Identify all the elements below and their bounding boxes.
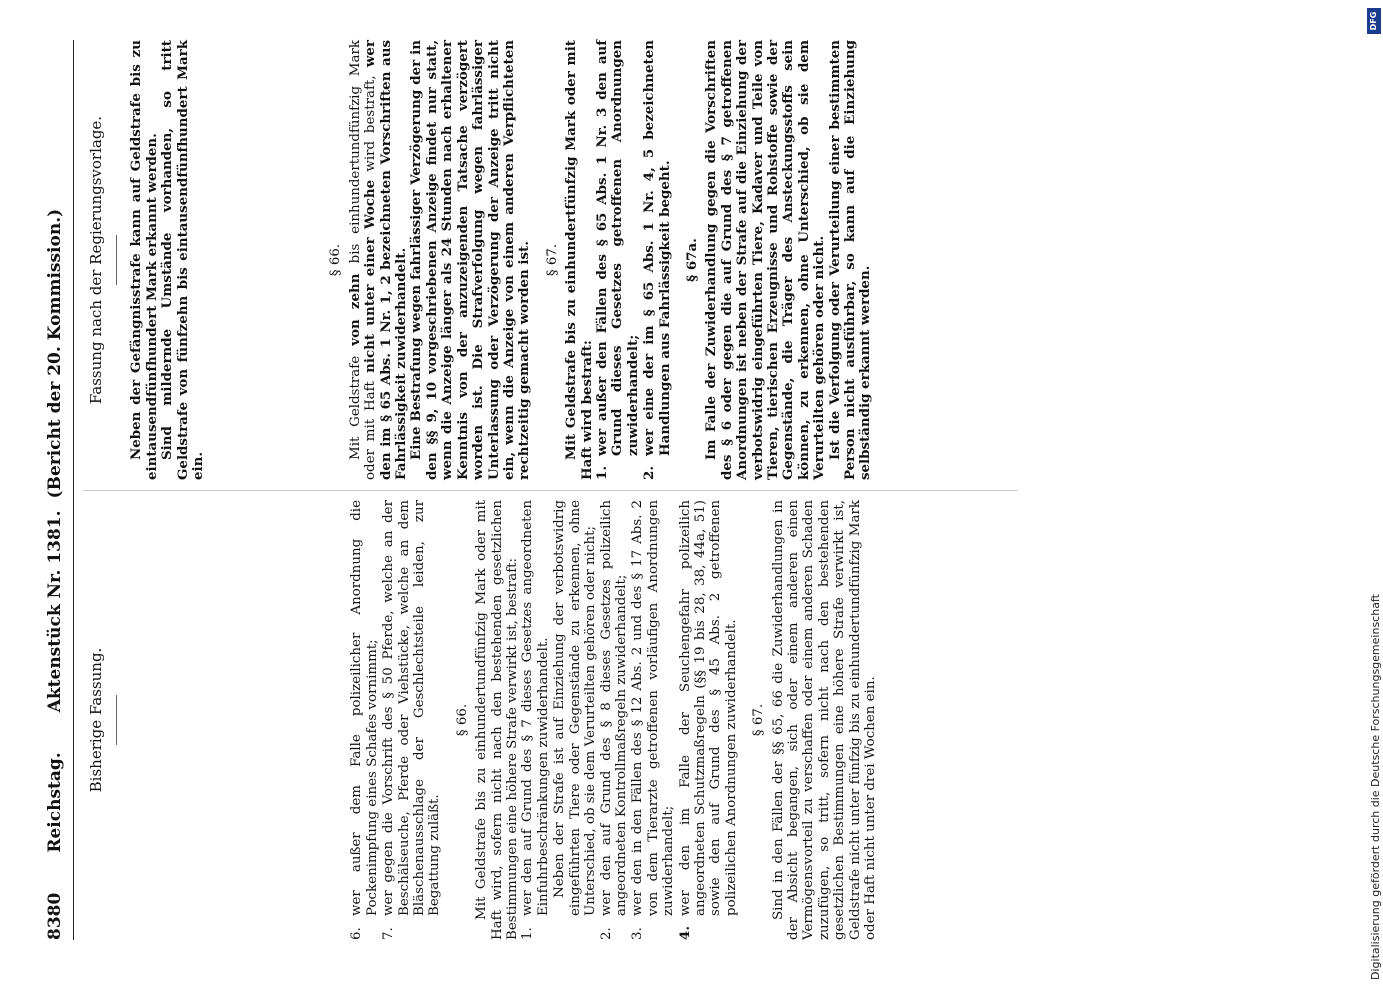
text-bold: nicht unter einer Woche xyxy=(362,179,379,373)
section-67a-paragraph-1: Im Falle der Zuwiderhandlung gegen die Vorschriften des § 6 oder gegen die auf Grund des § 7 getroffenen Anordnungen ist neben der Strafe auf die Einziehung der verbotswidrig eingeführten Tiere, Kadaver und Teile von Tieren, tierischen Erzeugnisse und Rohstoffe sowie der Gegenstände, die Träger des Ansteckungsstoffs sein können, zu erkennen, ohne Unterschied, ob sie dem Verurteilten gehören oder nicht. xyxy=(703,40,828,480)
list-item xyxy=(642,40,673,480)
section-67a-paragraph-2: Ist die Verfolgung oder Verurteilung einer bestimmten Person nicht ausführbar, so kann auf die Einziehung selbständig erkannt werden. xyxy=(826,40,874,480)
right-paragraph-1: Neben der Gefängnisstrafe kann auf Geldstrafe bis zu eintausendfünfhundert Mark erkannt werden. xyxy=(128,40,160,480)
text-normal: wird bestraft, xyxy=(363,75,379,172)
header-aktenstueck: Aktenstück Nr. 1381. xyxy=(45,510,65,713)
column-divider xyxy=(83,490,1018,491)
item-text: wer den in den Fällen des § 12 Abs. 2 und des § 17 Abs. 2 von dem Tierarzte getroffenen vorläufigen Anordnungen zuwiderhandelt; xyxy=(630,500,677,916)
item-number: 1. xyxy=(593,466,610,480)
section-66-heading: § 66. xyxy=(454,703,470,737)
item-number: 3. xyxy=(630,927,646,940)
right-paragraph-2: Sind mildernde Umstände vorhanden, so tritt Geldstrafe von fünfzehn bis eintausendfünfhundert Mark ein. xyxy=(159,40,207,480)
item-number: 2. xyxy=(641,466,658,480)
item-text: wer gegen die Vorschrift des § 50 Pferde, welche an der Beschälseuche, Pferde oder Viehstücke, welche an dem Bläschenausschlage der Geschlechtsteile leiden, zur Begattung zuläßt. xyxy=(381,500,443,916)
text-bold: wer den im § 65 Abs. 1 Nr. 1, 2 bezeichneten Vorschriften aus Fahrlässigkeit zuwiderhandelt. xyxy=(362,40,410,480)
digitization-credit: Digitalisierung gefördert durch die Deutsche Forschungsgemeinschaft xyxy=(1369,594,1382,980)
list-item xyxy=(599,500,630,940)
list-item xyxy=(630,500,676,940)
page-content xyxy=(45,40,878,940)
item-number: 7. xyxy=(381,927,397,940)
item-text: wer den auf Grund des § 7 dieses Gesetzes angeordneten Einfuhrbeschränkungen zuwiderhandelt. xyxy=(520,500,551,916)
item-text: wer den auf Grund des § 8 dieses Gesetzes polizeilich angeordneten Kontrollmaßregeln zuwiderhandelt; xyxy=(598,500,629,916)
header-reichstag: Reichstag. xyxy=(45,752,65,853)
text-normal: bis einhundertundfünfzig Mark oder mit Haft xyxy=(347,40,379,480)
section-67-text: Sind in den Fällen der §§ 65, 66 die Zuwiderhandlungen in der Absicht begangen, sich oder einem anderen einen Vermögensvorteil zu verschaffen oder einem anderen Schaden zuzufügen, so tritt, sofern nicht nach den bestehenden gesetzlichen Bestimmungen eine höhere Strafe verwirkt ist, Geldstrafe nicht unter fünfzig bis zu einhundertundfünfzig Mark oder Haft nicht unter drei Wochen ein. xyxy=(770,500,878,940)
two-columns xyxy=(83,40,1083,940)
text-normal: Mit Geldstrafe xyxy=(347,355,363,460)
page-number: 8380 xyxy=(45,892,65,940)
item-text: wer außer dem Falle polizeilicher Anordnung die Pockenimpfung eines Schafes vornimmt; xyxy=(349,500,380,916)
list-item xyxy=(349,500,380,940)
header-bericht: (Bericht der 20. Kommission.) xyxy=(45,208,65,499)
item-number: 4. xyxy=(676,926,693,940)
heading-rule xyxy=(116,235,117,285)
item-text: wer den im Falle der Seuchengefahr polizeilich angeordneten Schutzmaßregeln (§§ 19 bis 28, 38, 44a, 51) sowie den auf Grund des § 45 Abs. 2 getroffenen polizeilichen Anordnungen zuwiderhandelt. xyxy=(677,500,739,916)
section-67-heading: § 67. xyxy=(751,703,767,737)
section-67-intro: Mit Geldstrafe bis zu einhundertfünfzig Mark oder mit Haft wird bestraft: xyxy=(563,40,595,480)
section-67-heading: § 67. xyxy=(544,243,560,277)
section-66-paragraph-2: Eine Bestrafung wegen fahrlässiger Verzögerung der in den §§ 9, 10 vorgeschriebenen Anzeige findet nur statt, wenn die Anzeige länger als 24 Stunden nach erhaltener Kenntnis von der anzuzeigenden Tatsache verzögert worden ist. Die Strafverfolgung wegen fahrlässiger Unterlassung oder Verzögerung der Anzeige tritt nicht ein, wenn die Anzeige von einem anderen Verpflichteten rechtzeitig gemacht worden ist. xyxy=(408,40,533,480)
item-number: 2. xyxy=(598,927,614,940)
section-66-heading: § 66. xyxy=(328,243,344,277)
section-66-intro: Mit Geldstrafe bis zu einhundertundfünfzig Mark oder mit Haft wird, sofern nicht nach den bestehenden gesetzlichen Bestimmungen eine höhere Strafe verwirkt ist, bestraft: xyxy=(474,500,521,940)
right-column-heading: Fassung nach der Regierungsvorlage. xyxy=(87,115,105,405)
spacer xyxy=(206,40,316,480)
dfg-logo-text: DFG xyxy=(1369,11,1378,31)
page-header xyxy=(45,40,74,940)
item-text: wer außer den Fällen des § 65 Abs. 1 Nr. 3 den auf Grund dieses Gesetzes getroffenen Anordnungen zuwiderhandelt; xyxy=(593,40,641,456)
text-bold: von zehn xyxy=(346,273,363,346)
heading-rule xyxy=(116,695,117,745)
right-column xyxy=(83,40,874,480)
list-item xyxy=(595,40,641,480)
item-number: 1. xyxy=(520,927,536,940)
spacer xyxy=(129,500,349,940)
section-66-intro xyxy=(348,40,410,480)
section-67a-heading: § 67a. xyxy=(683,238,700,282)
list-item xyxy=(520,500,551,940)
list-item xyxy=(381,500,443,940)
item-text: wer eine der im § 65 Abs. 1 Nr. 4, 5 bezeichneten Handlungen aus Fahrlässigkeit begeht. xyxy=(641,40,673,456)
left-column-heading: Bisherige Fassung. xyxy=(87,647,105,793)
item-number: 6. xyxy=(349,927,365,940)
left-column xyxy=(83,500,878,940)
section-66-sub: Neben der Strafe ist auf Einziehung der verbotswidrig eingeführten Tiere oder Gegenstände zu erkennen, ohne Unterschied, ob sie dem Verurteilten gehören oder nicht; xyxy=(552,500,599,916)
list-item xyxy=(678,500,740,940)
